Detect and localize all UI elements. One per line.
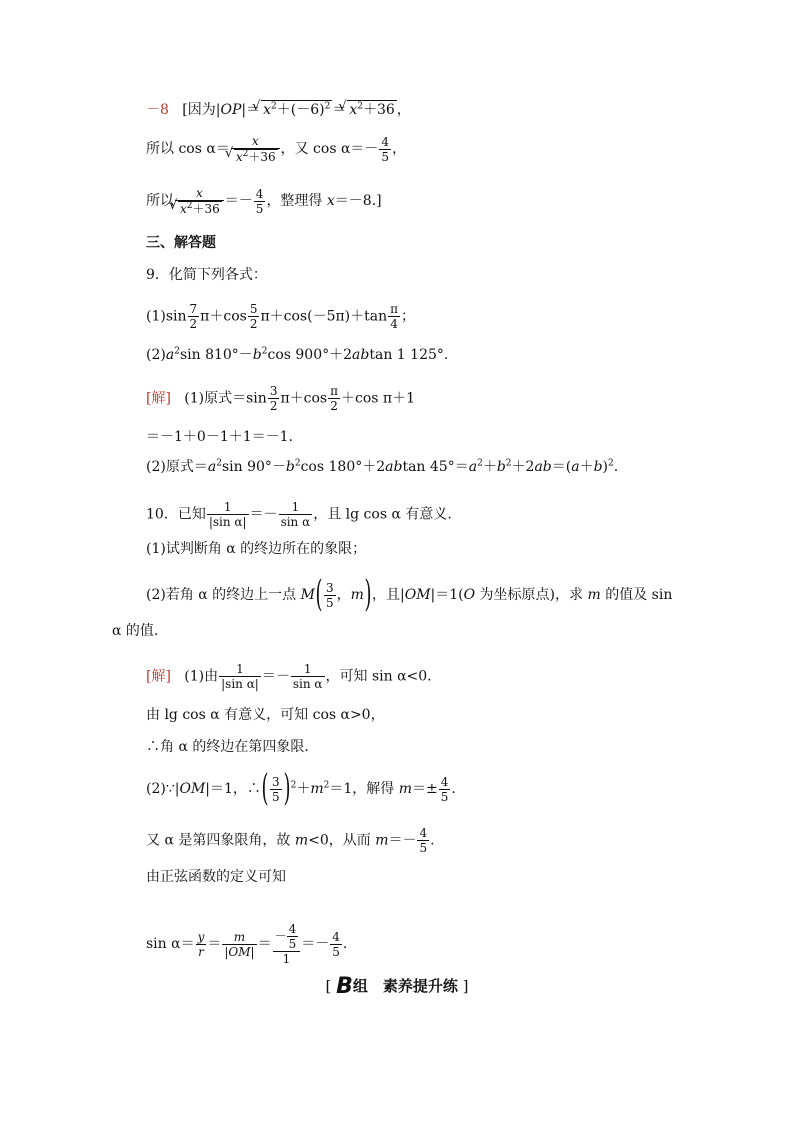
question-10-part-2: (2)若角 α 的终边上一点 M( $\frac{3}{5}$ ，m)，且|OM|＝1(O 为坐标原点)，求 m 的值及 sin bbox=[146, 574, 673, 615]
answer-value: －8 bbox=[146, 102, 169, 118]
answer-10-line-3: ∴角 α 的终边在第四象限. bbox=[146, 739, 309, 755]
answer-10-line-1: [解] (1)由 $\frac{1}{\text{|sin α|}}$ ＝－ $\frac{1}{\text{sin α}}$ ，可知 sin α<0. bbox=[146, 662, 432, 691]
answer-line-3: 所以 x √ $x^2+36$ ＝－ $\frac{4}{5}$ ，整理得 x＝－8.] bbox=[146, 186, 382, 216]
answer-line-2: 所以 cos α＝ x √ $x^2+36$ ，又 cos α＝－ $\frac{4}{5}$ ， bbox=[146, 134, 406, 164]
solution-label: [解] bbox=[146, 668, 171, 685]
question-10-part-1: (1)试判断角 α 的终边所在的象限； bbox=[146, 541, 367, 557]
question-10-title: 10．已知 $\frac{1}{\text{|sin α|}}$ ＝－ $\frac{1}{\text{sin α}}$ ，且 lg cos α 有意义. bbox=[146, 500, 452, 529]
solution-label: [解] bbox=[146, 390, 171, 407]
answer-10-line-2: 由 lg cos α 有意义，可知 cos α>0， bbox=[146, 707, 385, 723]
answer-10-line-4: (2)∵|OM|＝1，∴( $\frac{3}{5}$ )$^2+m^2=1$，解得 m＝± $\frac{4}{5}$ . bbox=[146, 768, 456, 809]
group-letter: B bbox=[336, 974, 353, 999]
question-9-part-1: (1)sin $\frac{7}{2}$ π＋cos $\frac{5}{2}$ π＋cos(－5π)＋tan $\frac{\pi}{4}$ ； bbox=[146, 302, 416, 331]
question-9-title: 9．化简下列各式： bbox=[146, 267, 267, 283]
answer-10-line-7: sin α＝ $\frac{y}{r}$ ＝ $\frac{m}{|OM|}$ ＝ － $\frac{4}{5}$ 1 ＝－ $\frac{4}{5}$ . bbox=[146, 922, 348, 966]
group-b-heading: [ B组 素养提升练 ] bbox=[325, 974, 469, 999]
answer-10-line-5: 又 α 是第四象限角，故 m<0，从而 m＝－ $\frac{4}{5}$ . bbox=[146, 826, 435, 855]
answer-9-part-1: [解] (1)原式＝sin $\frac{3}{2}$ π＋cos $\frac{\pi}{2}$ ＋cos π＋1 bbox=[146, 384, 416, 413]
answer-9-part-1b: ＝－1＋0－1＋1＝－1. bbox=[146, 429, 293, 445]
question-10-part-2b: α 的值. bbox=[112, 623, 159, 639]
section-heading: 三、解答题 bbox=[146, 235, 216, 251]
answer-10-line-6: 由正弦函数的定义可知 bbox=[146, 869, 286, 885]
answer-line-1: －8 [因为|OP|＝√ $x^2+(-6)^2$ ＝√ $x^2+36$ ， bbox=[146, 100, 411, 119]
question-9-part-2: $(2)a^2\sin$ $810^\circ-b^2\cos$ 900°＋2abtan 1 125°. bbox=[146, 346, 449, 363]
answer-9-part-2: (2)原式$=a^2\sin$ $90^\circ-b^2\cos$ 180°＋2abtan $45^\circ=a^2+b^2+2ab=(a+b)^2$. bbox=[146, 458, 619, 475]
